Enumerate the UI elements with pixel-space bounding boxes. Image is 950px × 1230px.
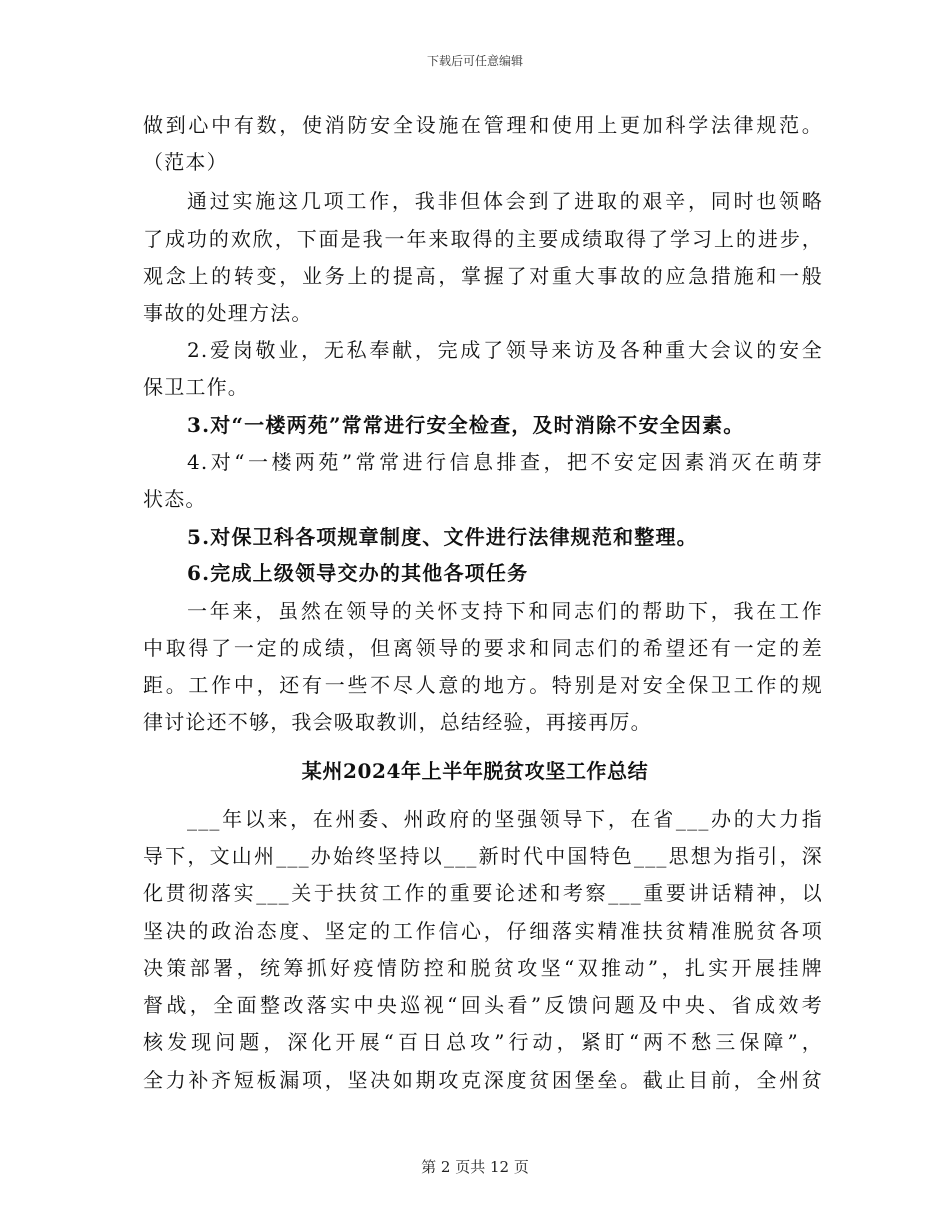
page-footer: 第 2 页共 12 页 [421,1158,529,1176]
section-title: 某州2024年上半年脱贫攻坚工作总结 [301,759,649,783]
paragraph-line: 保卫工作。 [143,375,249,399]
paragraph-line: 做到心中有数，使消防安全设施在管理和使用上更加科学法律规范。 [143,113,823,137]
paragraph-line: 通过实施这几项工作，我非但体会到了进取的艰辛，同时也领略 [187,189,823,213]
bold-list-item: 5.对保卫科各项规章制度、文件进行法律规范和整理。 [187,525,698,549]
paragraph-line: 2.爱岗敬业，无私奉献，完成了领导来访及各种重大会议的安全 [187,338,823,362]
paragraph-line: 事故的处理方法。 [143,301,313,325]
paragraph-line: 化贯彻落实___关于扶贫工作的重要论述和考察___重要讲话精神，以 [143,881,823,905]
paragraph-line: 律讨论还不够，我会吸取教训，总结经验，再接再厉。 [143,710,652,734]
bold-list-item: 3.对“一楼两苑”常常进行安全检查，及时消除不安全因素。 [187,413,745,437]
paragraph-line: 中取得了一定的成绩，但离领导的要求和同志们的希望还有一定的差 [143,636,823,660]
paragraph-line: 导下，文山州___办始终坚持以___新时代中国特色___思想为指引，深 [143,844,823,868]
paragraph-line: 4.对“一楼两苑”常常进行信息排查，把不安定因素消灭在萌芽 [187,450,823,474]
paragraph-line: 决策部署，统筹抓好疫情防控和脱贫攻坚“双推动”，扎实开展挂牌 [143,956,823,980]
paragraph-line: 距。工作中，还有一些不尽人意的地方。特别是对安全保卫工作的规 [143,673,823,697]
paragraph-line: 状态。 [143,487,207,511]
paragraph-line: 观念上的转变，业务上的提高，掌握了对重大事故的应急措施和一般 [143,264,823,288]
paragraph-line: 核发现问题，深化开展“百日总攻”行动，紧盯“两不愁三保障”， [143,1030,823,1054]
paragraph-line: 督战，全面整改落实中央巡视“回头看”反馈问题及中央、省成效考 [143,993,823,1017]
paragraph-line: 一年来，虽然在领导的关怀支持下和同志们的帮助下，我在工作 [187,599,823,623]
page-header: 下载后可任意编辑 [426,54,523,68]
bold-list-item: 6.完成上级领导交办的其他各项任务 [187,561,529,585]
paragraph-line: ___年以来，在州委、州政府的坚强领导下，在省___办的大力指 [187,807,823,831]
paragraph-line: 坚决的政治态度、坚定的工作信心，仔细落实精准扶贫精准脱贫各项 [143,919,823,943]
paragraph-line: （范本） [143,150,228,174]
paragraph-line: 了成功的欢欣，下面是我一年来取得的主要成绩取得了学习上的进步， [143,227,823,251]
paragraph-line: 全力补齐短板漏项，坚决如期攻克深度贫困堡垒。截止目前，全州贫 [143,1068,823,1092]
